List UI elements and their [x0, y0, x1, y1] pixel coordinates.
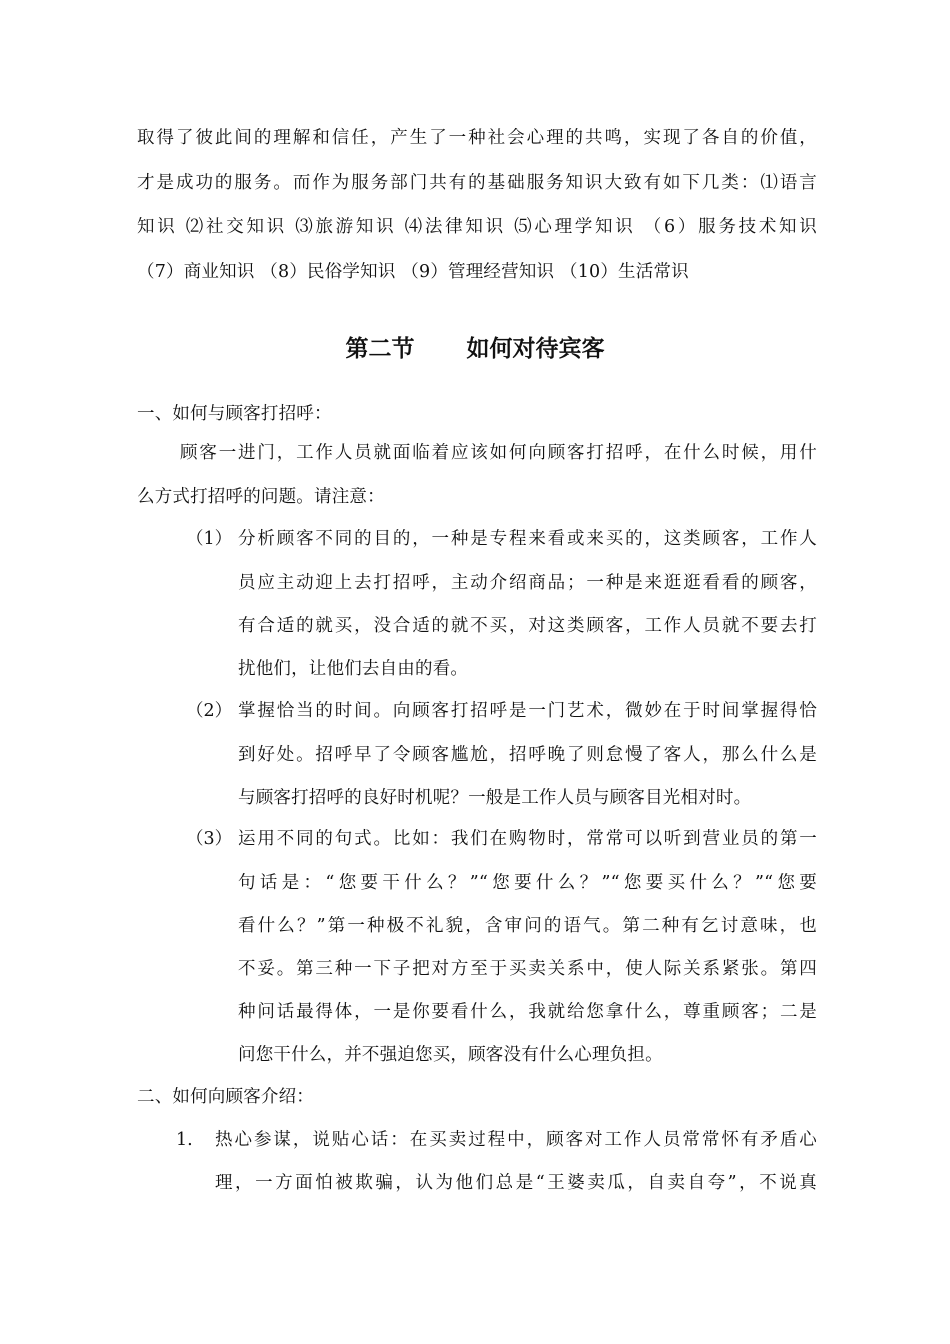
intro-line: 取得了彼此间的理解和信任，产生了一种社会心理的共鸣，实现了各自的价值，: [137, 128, 817, 148]
list-item-line: 掌握恰当的时间。向顾客打招呼是一门艺术，微妙在于时间掌握得恰: [238, 701, 817, 721]
part1-heading: 一、如何与顾客打招呼：: [137, 404, 332, 424]
part1-intro-line: 顾客一进门，工作人员就面临着应该如何向顾客打招呼，在什么时候，用什: [180, 443, 817, 463]
intro-line: （7）商业知识 （8）民俗学知识 （9）管理经营知识 （10）生活常识: [137, 262, 689, 282]
list-item-line: 扰他们，让他们去自由的看。: [238, 659, 469, 679]
list-item-line: 运用不同的句式。比如：我们在购物时，常常可以听到营业员的第一: [238, 829, 817, 849]
section-title: 如何对待宾客: [466, 336, 605, 362]
list-marker: 1.: [176, 1130, 193, 1150]
intro-line: 才是成功的服务。而作为服务部门共有的基础服务知识大致有如下几类：⑴语言: [137, 173, 817, 193]
list-item-line: 热心参谋，说贴心话：在买卖过程中，顾客对工作人员常常怀有矛盾心: [215, 1130, 817, 1150]
list-item-line: 员应主动迎上去打招呼，主动介绍商品；一种是来逛逛看看的顾客，: [238, 573, 817, 593]
list-item-line: 与顾客打招呼的良好时机呢？一般是工作人员与顾客目光相对时。: [238, 788, 752, 808]
list-item-line: 到好处。招呼早了令顾客尴尬，招呼晚了则怠慢了客人，那么什么是: [238, 745, 817, 765]
list-item-line: 不妥。第三种一下子把对方至于买卖关系中，使人际关系紧张。第四: [238, 959, 817, 979]
list-item-line: 种问话最得体，一是你要看什么，我就给您拿什么，尊重顾客；二是: [238, 1002, 817, 1022]
section-number: 第二节: [345, 336, 415, 362]
list-item-line: 问您干什么，并不强迫您买，顾客没有什么心理负担。: [238, 1045, 663, 1065]
list-marker: （1）: [186, 529, 233, 549]
list-marker: （3）: [186, 829, 233, 849]
list-item-line: 理，一方面怕被欺骗，认为他们总是“王婆卖瓜，自卖自夸”，不说真: [215, 1173, 817, 1193]
intro-line: 知识 ⑵社交知识 ⑶旅游知识 ⑷法律知识 ⑸心理学知识 （6）服务技术知识: [137, 217, 817, 237]
section-heading: [0, 333, 950, 365]
list-marker: （2）: [186, 701, 233, 721]
list-item-line: 有合适的就买，没合适的就不买，对这类顾客，工作人员就不要去打: [238, 616, 817, 636]
part1-intro-line: 么方式打招呼的问题。请注意：: [137, 487, 385, 507]
list-item-line: 看什么？”第一种极不礼貌，含审问的语气。第二种有乞讨意味，也: [238, 916, 817, 936]
list-item-line: 分析顾客不同的目的，一种是专程来看或来买的，这类顾客，工作人: [238, 529, 817, 549]
list-item-line: 句话是：“您要干什么？”“您要什么？”“您要买什么？”“您要: [238, 873, 817, 893]
part2-heading: 二、如何向顾客介绍：: [137, 1087, 314, 1107]
